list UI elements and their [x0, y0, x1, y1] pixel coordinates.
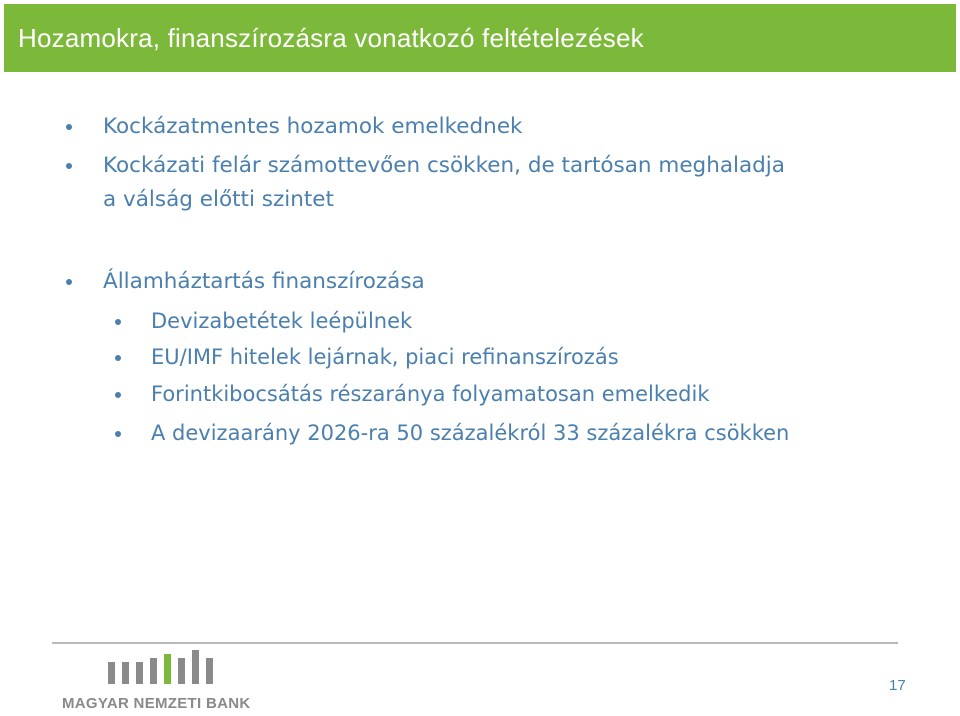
- bullet-dot-icon: [115, 355, 121, 361]
- sub-bullet-text: Forintkibocsátás részaránya folyamatosan emelkedik: [151, 382, 710, 406]
- bullet-dot-icon: [66, 124, 72, 130]
- bullet-dot-icon: [115, 431, 121, 437]
- bullet-dot-icon: [115, 392, 121, 398]
- sub-bullet-item: [151, 377, 710, 412]
- sub-bullet-text: A devizaarány 2026-ra 50 százalékról 33 százalékra csökken: [151, 421, 790, 445]
- page-number: 17: [889, 677, 906, 694]
- footer-divider: [52, 642, 898, 644]
- bullet-text: a válság előtti szintet: [103, 187, 334, 212]
- bullet-text: Kockázatmentes hozamok emelkednek: [103, 114, 523, 139]
- sub-bullet-text: Devizabetétek leépülnek: [151, 309, 413, 333]
- logo-text: MAGYAR NEMZETI BANK: [62, 695, 251, 712]
- mnb-logo: [60, 648, 260, 716]
- bullet-dot-icon: [115, 319, 121, 325]
- bullet-text-continuation: [103, 182, 334, 217]
- sub-bullet-item: [151, 340, 619, 375]
- bullet-item: [103, 109, 523, 144]
- bullet-item: [103, 264, 425, 299]
- bullet-text: Államháztartás finanszírozása: [103, 269, 425, 294]
- sub-bullet-text: EU/IMF hitelek lejárnak, piaci refinanszírozás: [151, 345, 619, 369]
- bullet-dot-icon: [66, 163, 72, 169]
- bullet-dot-icon: [66, 279, 72, 285]
- sub-bullet-item: [151, 304, 412, 339]
- title-bar: [4, 4, 956, 72]
- bullet-text: Kockázati felár számottevően csökken, de tartósan meghaladja: [103, 153, 785, 178]
- slide-title: Hozamokra, finanszírozásra vonatkozó feltételezések: [18, 22, 644, 53]
- bullet-item: [103, 148, 785, 183]
- logo-bars-icon: [60, 648, 220, 692]
- sub-bullet-item: [151, 416, 789, 451]
